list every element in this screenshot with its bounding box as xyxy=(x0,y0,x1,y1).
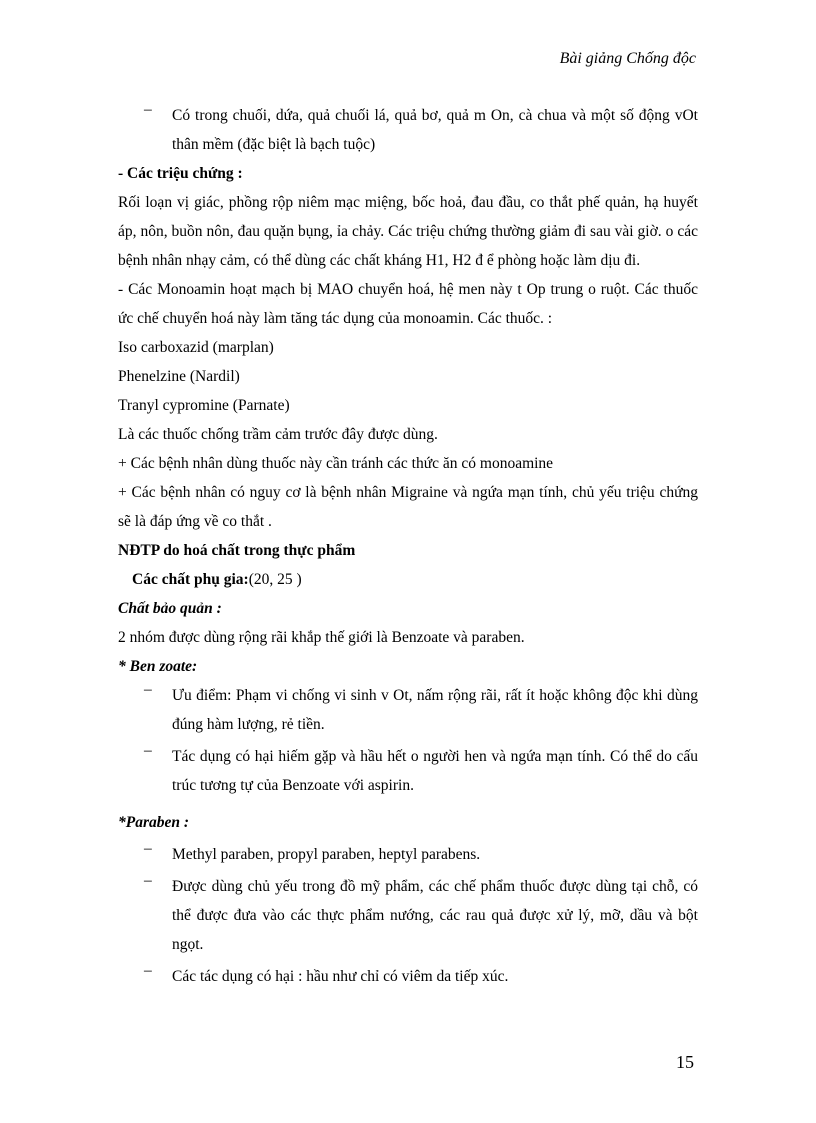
list-item-text: Các tác dụng có hại : hầu như chỉ có viêm da tiếp xúc. xyxy=(172,968,509,985)
list-item xyxy=(118,872,698,959)
preservatives-paragraph: 2 nhóm được dùng rộng rãi khắp thế giới là Benzoate và paraben. xyxy=(118,629,525,646)
preservatives-heading: Chất bảo quản : xyxy=(118,600,222,617)
list-item-text: Có trong chuối, dứa, quả chuối lá, quả bơ, quả m On, cà chua và một số động vOt thân mềm (đặc biệt là bạch tuộc) xyxy=(172,107,698,153)
list-item-text: Methyl paraben, propyl paraben, heptyl parabens. xyxy=(172,846,481,863)
page-number: 15 xyxy=(676,1052,694,1072)
dash-bullet: – xyxy=(144,681,152,698)
plus-note: + Các bệnh nhân dùng thuốc này cần tránh các thức ăn có monoamine xyxy=(118,455,554,472)
list-item xyxy=(118,101,698,159)
list-item xyxy=(118,840,698,869)
drug-name: Tranyl cypromine (Parnate) xyxy=(118,397,290,414)
section-heading: NĐTP do hoá chất trong thực phẩm xyxy=(118,542,356,559)
additives-label: Các chất phụ gia: xyxy=(132,571,249,588)
symptoms-paragraph: Rối loạn vị giác, phồng rộp niêm mạc miệng, bốc hoả, đau đầu, co thắt phế quản, hạ huyết áp, nôn, buồn nôn, đau quặn bụng, ỉa chảy. Các triệu chứng thường giảm đi sau vài giờ. o các bệnh nhân nhạy cảm, có thể dùng các chất kháng H1, H2 đ ể phòng hoặc làm dịu đi. xyxy=(118,194,698,269)
list-item xyxy=(118,962,698,991)
list-item-text: Được dùng chủ yếu trong đồ mỹ phẩm, các chế phẩm thuốc được dùng tại chỗ, có thể được đưa vào các thực phẩm nướng, các rau quả được xử lý, mỡ, dầu và bột ngọt. xyxy=(172,878,698,953)
benzoate-heading: * Ben zoate: xyxy=(118,658,198,675)
drug-name: Iso carboxazid (marplan) xyxy=(118,339,274,356)
additives-ref: (20, 25 ) xyxy=(248,571,302,588)
additives-line xyxy=(118,565,698,594)
dash-bullet: – xyxy=(144,962,152,979)
dash-bullet: – xyxy=(144,872,152,889)
list-item xyxy=(118,681,698,739)
dash-bullet: – xyxy=(144,840,152,857)
list-item xyxy=(118,742,698,800)
drugs-note: Là các thuốc chống trầm cảm trước đây được dùng. xyxy=(118,426,438,443)
paraben-heading: *Paraben : xyxy=(118,814,190,831)
page-body xyxy=(118,101,698,991)
dash-bullet: – xyxy=(144,101,152,118)
drug-name: Phenelzine (Nardil) xyxy=(118,368,240,385)
mao-paragraph: - Các Monoamin hoạt mạch bị MAO chuyển hoá, hệ men này t Op trung o ruột. Các thuốc ức chế chuyển hoá này làm tăng tác dụng của monoamin. Các thuốc. : xyxy=(118,281,698,327)
plus-note: + Các bệnh nhân có nguy cơ là bệnh nhân Migraine và ngứa mạn tính, chủ yếu triệu chứng sẽ là đáp ứng về co thắt . xyxy=(118,484,698,530)
list-item-text: Ưu điểm: Phạm vi chống vi sinh v Ot, nấm rộng rãi, rất ít hoặc không độc khi dùng đúng hàm lượng, rẻ tiền. xyxy=(172,687,698,733)
symptoms-heading: - Các triệu chứng : xyxy=(118,165,243,182)
dash-bullet: – xyxy=(144,742,152,759)
running-header: Bài giảng Chống độc xyxy=(559,50,696,67)
list-item-text: Tác dụng có hại hiếm gặp và hầu hết o người hen và ngứa mạn tính. Có thể do cấu trúc tương tự của Benzoate với aspirin. xyxy=(172,748,698,794)
